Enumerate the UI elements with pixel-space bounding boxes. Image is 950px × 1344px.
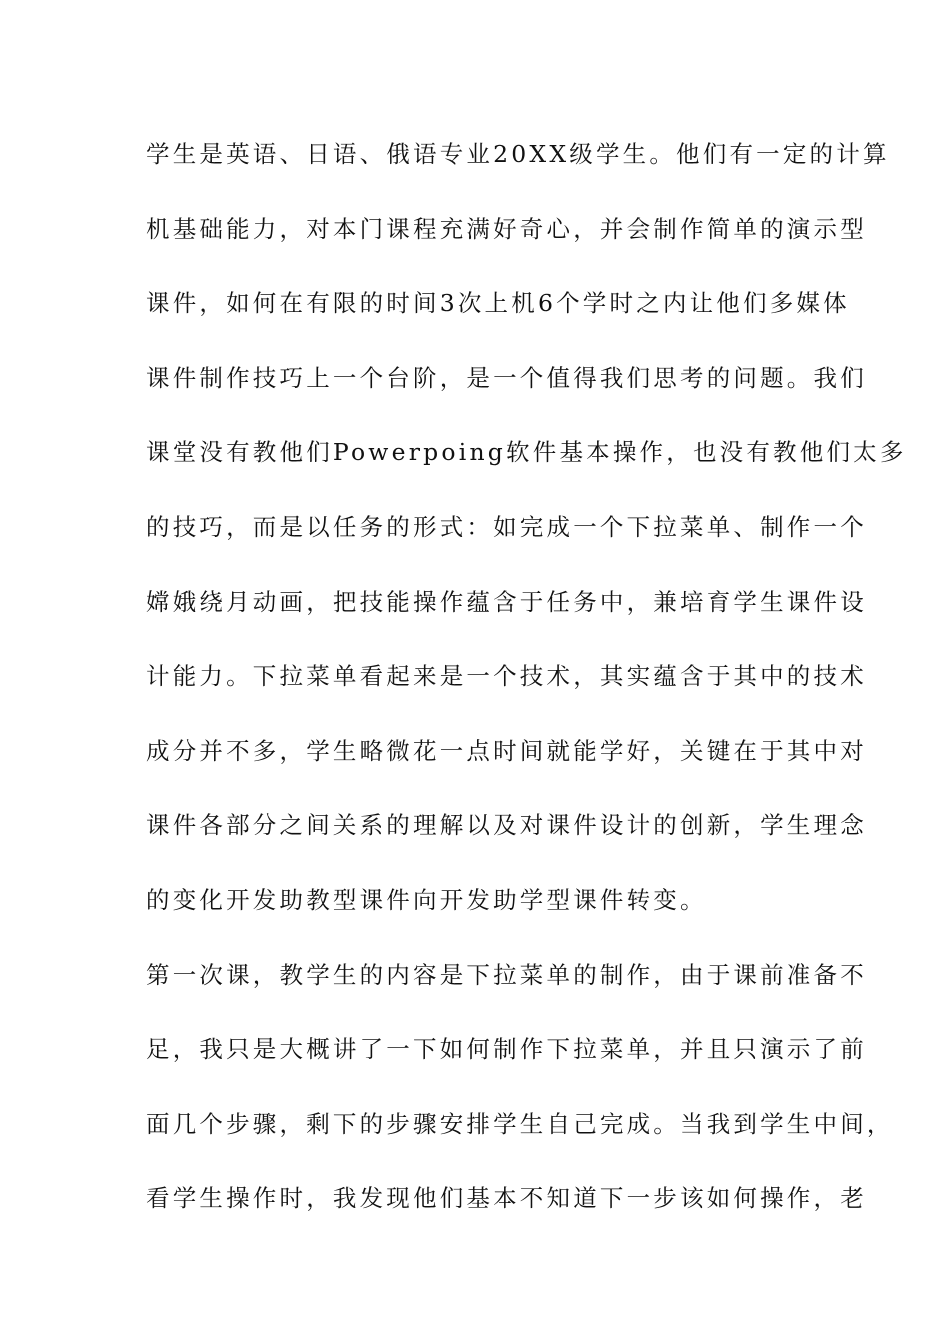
text-line: 成分并不多，学生略微花一点时间就能学好，关键在于其中对 [146,736,867,765]
text-line: 课堂没有教他们Powerpoing软件基本操作，也没有教他们太多 [146,438,907,467]
paragraph-1 [146,134,907,955]
text-line: 看学生操作时，我发现他们基本不知道下一步该如何操作，老 [146,1184,867,1213]
text-line: 学生是英语、日语、俄语专业20XX级学生。他们有一定的计算 [146,140,890,168]
text-line: 课件各部分之间关系的理解以及对课件设计的创新，学生理念 [146,811,867,840]
text-line: 面几个步骤，剩下的步骤安排学生自己完成。当我到学生中间， [146,1109,894,1138]
text-line: 机基础能力，对本门课程充满好奇心，并会制作简单的演示型 [146,214,867,243]
text-line: 的变化开发助教型课件向开发助学型课件转变。 [146,885,707,914]
text-line: 课件，如何在有限的时间3次上机6个学时之内让他们多媒体 [146,289,850,318]
text-line: 课件制作技巧上一个台阶，是一个值得我们思考的问题。我们 [146,363,867,392]
text-line: 足，我只是大概讲了一下如何制作下拉菜单，并且只演示了前 [146,1035,867,1064]
paragraph-2 [146,955,894,1253]
document-body [146,134,907,1253]
text-line: 嫦娥绕月动画，把技能操作蕴含于任务中，兼培育学生课件设 [146,587,867,616]
text-line: 的技巧，而是以任务的形式：如完成一个下拉菜单、制作一个 [146,512,867,541]
text-line: 计能力。下拉菜单看起来是一个技术，其实蕴含于其中的技术 [146,662,867,691]
text-line: 第一次课，教学生的内容是下拉菜单的制作，由于课前准备不 [146,960,867,989]
